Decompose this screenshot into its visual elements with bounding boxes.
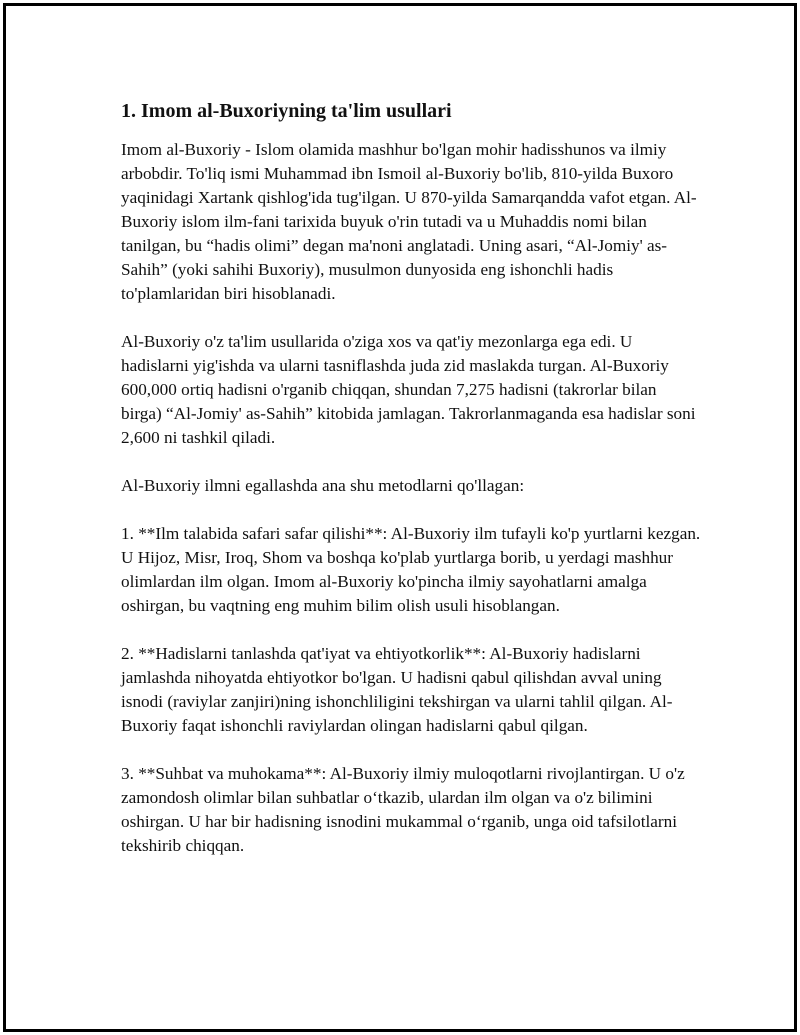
list-item-2: 2. **Hadislarni tanlashda qat'iyat va ehtiyotkorlik**: Al-Buxoriy hadislarni jamlashda nihoyatda ehtiyotkor bo'lgan. U hadisni qabul qilishdan avval uning isnodi (raviylar zanjiri)ning ishonchliligini tekshirgan va ularni tahlil qilgan. Al-Buxoriy faqat ishonchli raviylardan olingan hadislarni qabul qilgan. (121, 644, 673, 735)
paragraph-methods: Al-Buxoriy o'z ta'lim usullarida o'ziga xos va qat'iy mezonlarga ega edi. U hadislarni yig'ishda va ularni tasniflashda juda zid maslakda turgan. Al-Buxoriy 600,000 ortiq hadisni o'rganib chiqqan, shundan 7,275 hadisni (takrorlar bilan birga) “Al-Jomiy' as-Sahih” kitobida jamlagan. Takrorlanmaganda esa hadislar soni 2,600 ni tashkil qiladi. (121, 332, 696, 447)
list-item-3: 3. **Suhbat va muhokama**: Al-Buxoriy ilmiy muloqotlarni rivojlantirgan. U o'z zamondosh olimlar bilan suhbatlar o‘tkazib, ulardan ilm olgan va o'z bilimini oshirgan. U har bir hadisning isnodini mukammal o‘rganib, unga oid tafsilotlarni tekshirib chiqqan. (121, 764, 685, 855)
section-heading: 1. Imom al-Buxoriyning ta'lim usullari (121, 100, 452, 122)
paragraph-lead-in: Al-Buxoriy ilmni egallashda ana shu metodlarni qo'llagan: (121, 476, 525, 495)
paragraph-intro: Imom al-Buxoriy - Islom olamida mashhur bo'lgan mohir hadisshunos va ilmiy arbobdir. To'liq ismi Muhammad ibn Ismoil al-Buxoriy bo'lib, 810-yilda Buxoro yaqinidagi Xartank qishlog'ida tug'ilgan. U 870-yilda Samarqandda vafot etgan. Al-Buxoriy islom ilm-fani tarixida buyuk o'rin tutadi va u Muhaddis nomi bilan tanilgan, bu “hadis olimi” degan ma'noni anglatadi. Uning asari, “Al-Jomiy' as-Sahih” (yoki sahihi Buxoriy), musulmon dunyosida eng ishonchli hadis to'plamlaridan biri hisoblanadi. (121, 140, 697, 303)
page-frame (3, 3, 797, 1032)
document-body (121, 98, 701, 882)
list-item-1: 1. **Ilm talabida safari safar qilishi**: Al-Buxoriy ilm tufayli ko'p yurtlarni kezgan. U Hijoz, Misr, Iroq, Shom va boshqa ko'plab yurtlarga borib, u yerdagi mashhur olimlardan ilm olgan. Imom al-Buxoriy ko'pincha ilmiy sayohatlarni amalga oshirgan, bu vaqtning eng muhim bilim olish usuli hisoblangan. (121, 524, 701, 615)
